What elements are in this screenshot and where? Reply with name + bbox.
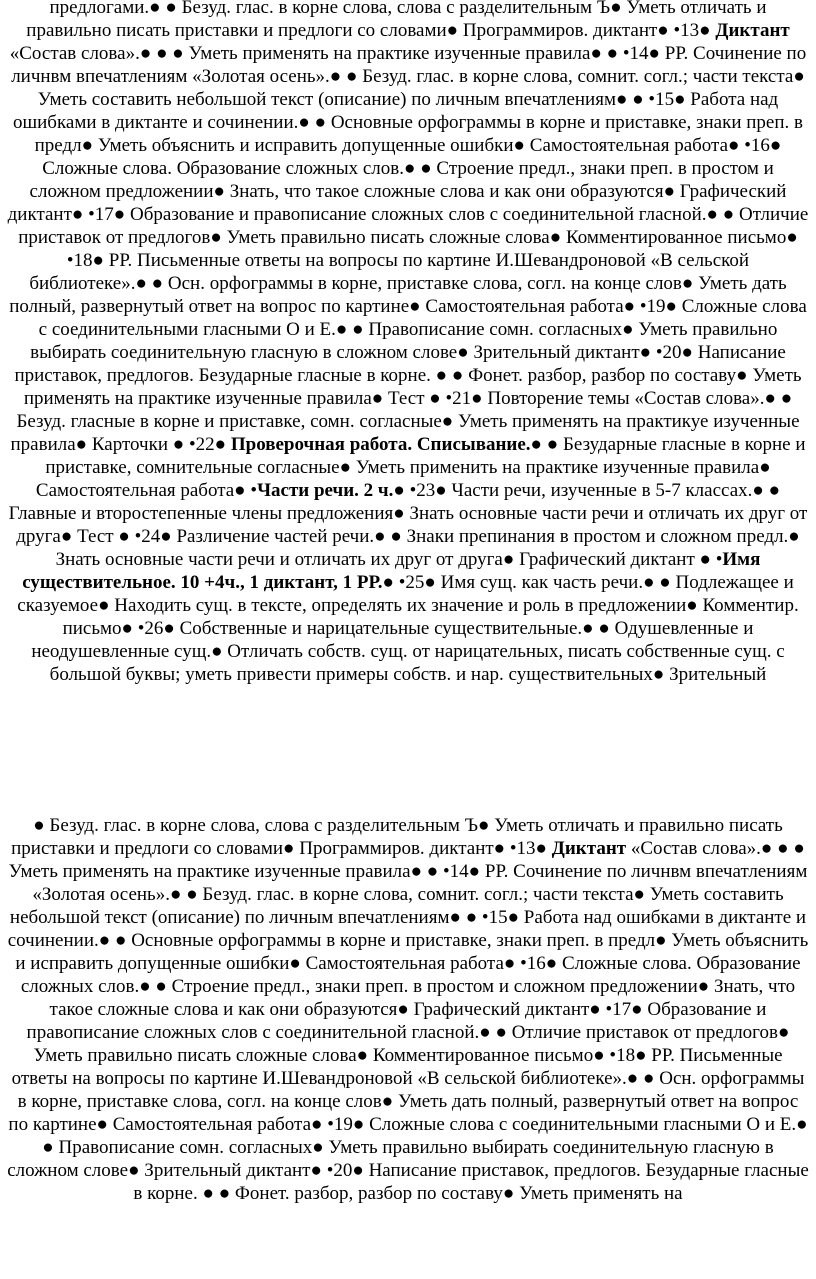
text-run: «Состав слова».● ● ● Уметь применять на практике изученные правила● ● •14● РР. Сочинение по личнвм впечатлениям «Золотая осень».● ● Безуд. глас. в корне слова, сомнит. согл.; части текста● Уметь составить небольшой текст (описание) по личным впечатлениям● ● •15● Работа над ошибками в диктанте и сочинении.● ● Основные орфограммы в корне и приставке, знаки преп. в предл● Уметь объяснить и исправить допущенные ошибки● Самостоятельная работа● •16● Сложные слова. Образование сложных слов.● ● Строение предл., знаки преп. в простом и сложном предложении● Знать, что такое сложные слова и как они образуются● Графический диктант● •17● Образование и правописание сложных слов с соединительной гласной.● ● Отличие приставок от предлогов● Уметь правильно писать сложные слова● Комментированное письмо● •18● РР. Письменные ответы на вопросы по картине И.Шевандроновой «В сельской библиотеке».● ● Осн. орфограммы в корне, приставке слова, согл. на конце слов● Уметь дать полный, развернутый ответ на вопрос по картине● Самостоятельная работа● •19● Сложные слова с соединительными гласными О и Е.● ● Правописание сомн. согласных● Уметь правильно выбирать соединительную гласную в сложном слове● Зрительный диктант● •20● Написание приставок, предлогов. Безударные гласные в корне. ● ● Фонет. разбор, разбор по составу● Уметь применять на [7, 838, 809, 1204]
text-run: «Состав слова».● ● ● Уметь применять на практике изученные правила● ● •14● РР. Сочинение по личнвм впечатлениям «Золотая осень».● ● Безуд. глас. в корне слова, сомнит. согл.; части текста● Уметь составить небольшой текст (описание) по личным впечатлениям● ● •15● Работа над ошибками в диктанте и сочинении.● ● Основные орфограммы в корне и приставке, знаки преп. в предл● Уметь объяснить и исправить допущенные ошибки● Самостоятельная работа● •16● Сложные слова. Образование сложных слов.● ● Строение предл., знаки преп. в простом и сложном предложении● Знать, что такое сложные слова и как они образуются● Графический диктант● •17● Образование и правописание сложных слов с соединительной гласной.● ● Отличие приставок от предлогов● Уметь правильно писать сложные слова● Комментированное письмо● •18● РР. Письменные ответы на вопросы по картине И.Шевандроновой «В сельской библиотеке».● ● Осн. орфограммы в корне, приставке слова, согл. на конце слов● Уметь дать полный, развернутый ответ на вопрос по картине● Самостоятельная работа● •19● Сложные слова с соединительными гласными О и Е.● ● Правописание сомн. согласных● Уметь правильно выбирать соединительную гласную в сложном слове● Зрительный диктант● •20● Написание приставок, предлогов. Безударные гласные в корне. ● ● Фонет. разбор, разбор по составу● Уметь применять на практике изученные правила● Тест ● •21● Повторение темы «Состав слова».● ● Безуд. гласные в корне и приставке, сомн. согласные● Уметь применять на практикуе изученные правила● Карточки ● •22● [7, 43, 809, 455]
text-run: ● Безуд. глас. в корне слова, слова с разделительным Ъ● Уметь отличать и правильно писать приставки и предлоги со словами● Программиров. диктант● •13● [11, 815, 783, 859]
text-run: предлогами.● ● Безуд. глас. в корне слова, слова с разделительным Ъ● Уметь отличать и правильно писать приставки и предлоги со словами● Программиров. диктант● •13● [26, 0, 767, 41]
text-run: ● •23● Части речи, изученные в 5-7 классах.● ● Главные и второстепенные члены предложения● Знать основные части речи и отличать их друг от друга● Тест ● •24● Различение частей речи.● ● Знаки препинания в простом и сложном предл.● Знать основные части речи и отличать их друг от друга● Графический диктант ● • [8, 480, 808, 570]
text-run-bold: Диктант [715, 20, 790, 41]
text-run-bold: Части речи. 2 ч. [257, 480, 394, 501]
text-run: ● •25● Имя сущ. как часть речи.● ● Подлежащее и сказуемое● Находить сущ. в тексте, определять их значение и роль в предложении● Комментир. письмо● •26● Собственные и нарицательные существительные.● ● Одушевленные и неодушевленные сущ.● Отличать собств. сущ. от нарицательных, писать собственные сущ. с большой буквы; уметь привести примеры собств. и нар. существительных● Зрительный [17, 572, 799, 685]
text-block-lower [0, 814, 816, 1205]
text-run: ● ● Безударные гласные в корне и приставке, сомнительные согласные● Уметь применить на практике изученные правила● Самостоятельная работа● • [35, 434, 806, 501]
text-run-bold: Диктант [551, 838, 627, 859]
text-run-bold: Проверочная работа. Списывание. [230, 434, 531, 455]
text-run-bold: Имя существительное. 10 +4ч., 1 диктант, 1 РР. [22, 549, 761, 593]
